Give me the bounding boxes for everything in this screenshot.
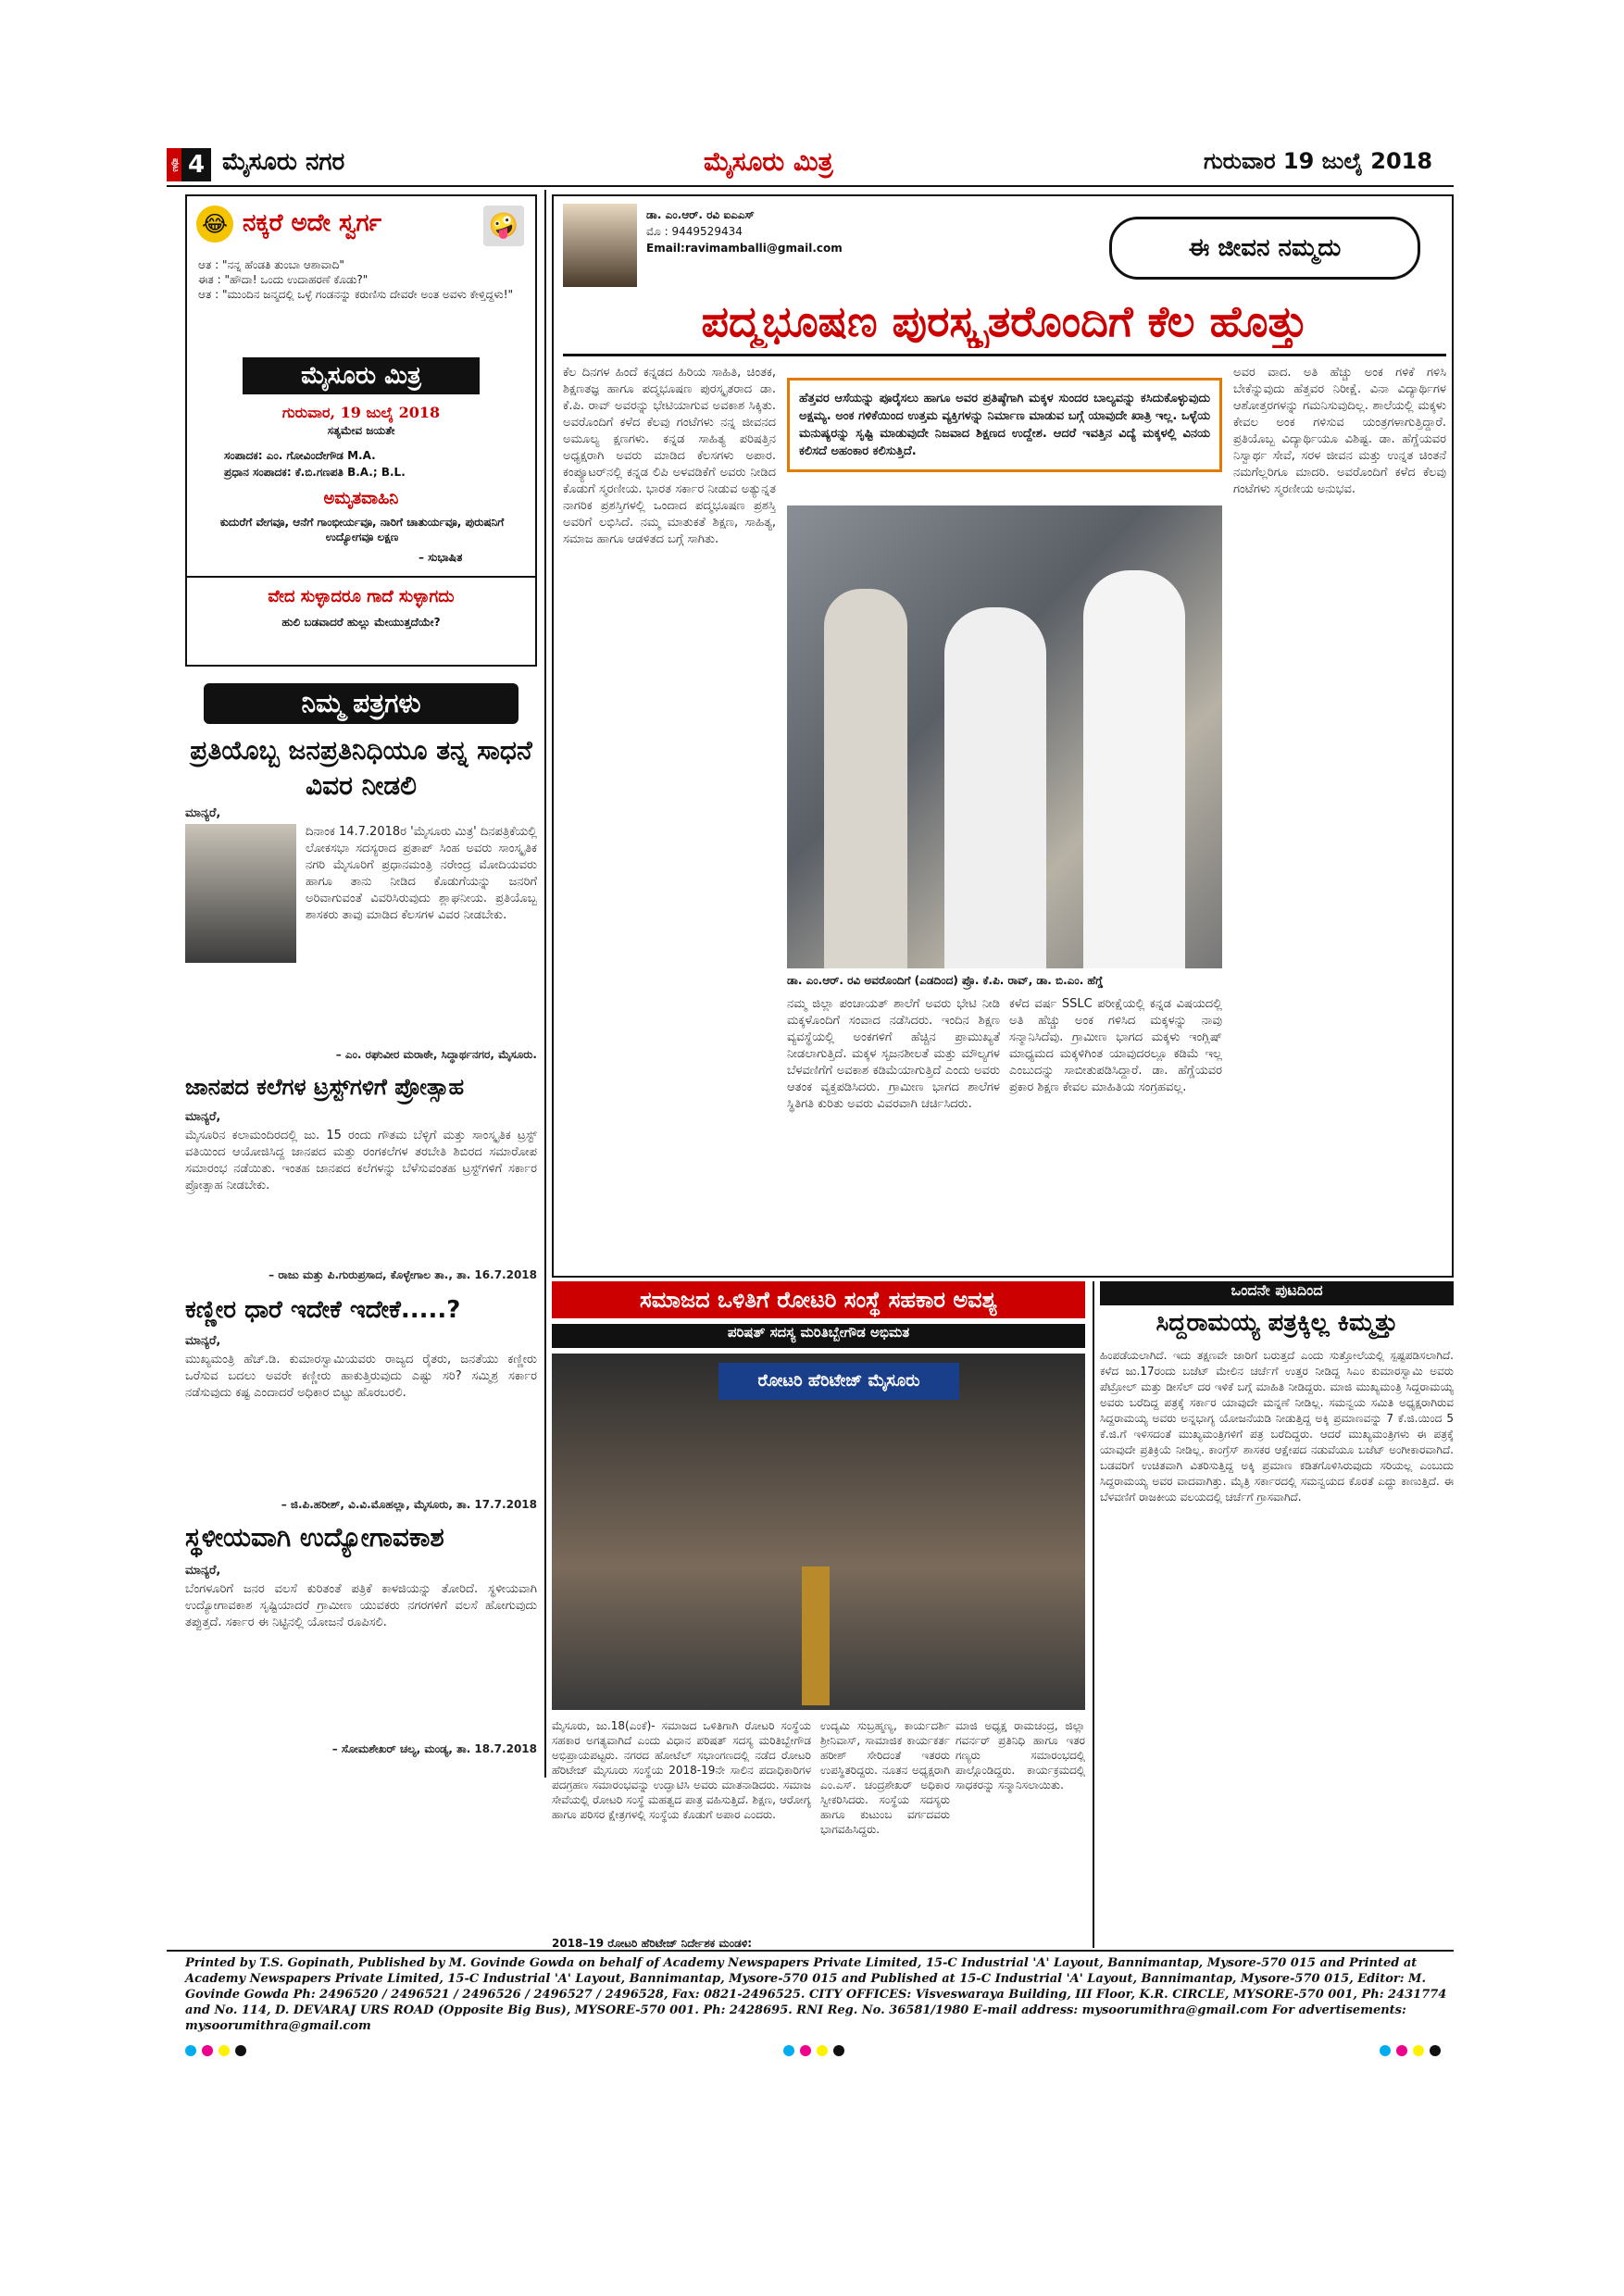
letter1-salutation: ಮಾನ್ಯರೆ, [185, 806, 221, 820]
letters-section-title: ನಿಮ್ಮ ಪತ್ರಗಳು [204, 683, 518, 724]
letter1-sign: – ಎಂ. ರಘುವೀರ ಮರಾಠೇ, ಸಿದ್ಧಾರ್ಥನಗರ, ಮೈಸೂರು. [335, 1048, 537, 1061]
issue-date: ಗುರುವಾರ 19 ಜುಲೈ 2018 [1204, 148, 1433, 174]
color-registration-center [783, 2042, 850, 2060]
letter3-body: ಮುಖ್ಯಮಂತ್ರಿ ಹೆಚ್.ಡಿ. ಕುಮಾರಸ್ವಾಮಿಯವರು ರಾಜ್ಯದ ರೈತರು, ಜನತೆಯು ಕಣ್ಣೀರು ಒರೆಸುವ ಬದಲು ಅವರೇ ಕಣ್ಣೀರು ಹಾಕುತ್ತಿರುವುದು ಎಷ್ಟು ಸರಿ? ಸಮ್ಮಿಶ್ರ ಸರ್ಕಾರ ನಡೆಸುವುದು ಕಷ್ಟ ಎಂದಾದರೆ ಅಧಿಕಾರ ಬಿಟ್ಟು ಹೊರಬರಲಿ. [185, 1353, 537, 1400]
feature-col3: ಕಳೆದ ವರ್ಷ SSLC ಪರೀಕ್ಷೆಯಲ್ಲಿ ಕನ್ನಡ ವಿಷಯದಲ್ಲಿ ಅತಿ ಹೆಚ್ಚು ಅಂಕ ಗಳಿಸಿದ ಮಕ್ಕಳನ್ನು ನಾವು ಸನ್ಮಾನಿಸಿದೆವು. ಗ್ರಾಮೀಣ ಭಾಗದ ಮಕ್ಕಳು ಇಂಗ್ಲಿಷ್ ಮಾಧ್ಯಮದ ಮಕ್ಕಳಿಗಿಂತ ಯಾವುದರಲ್ಲೂ ಕಡಿಮೆ ಇಲ್ಲ ಎಂಬುದನ್ನು ಸಾಬೀತುಪಡಿಸಿದ್ದಾರೆ. ಡಾ. ಹೆಗ್ಡೆಯವರ ಪ್ರಕಾರ ಶಿಕ್ಷಣ ಕೇವಲ ಮಾಹಿತಿಯ ಸಂಗ್ರಹವಲ್ಲ. [1009, 997, 1222, 1094]
masthead-date: ಗುರುವಾರ, 19 ಜುಲೈ 2018 [281, 404, 441, 421]
photo-caption: ಡಾ. ಎಂ.ಆರ್. ರವಿ ಅವರೊಂದಿಗೆ (ಎಡದಿಂದ) ಪ್ರೊ. ಕೆ.ಪಿ. ರಾವ್, ಡಾ. ಬಿ.ಎಂ. ಹೆಗ್ಡೆ [787, 974, 1104, 987]
humor-divider [187, 576, 535, 578]
letter1-author-photo [185, 824, 296, 963]
author-name: ಡಾ. ಎಂ.ಆರ್. ರವಿ ಐಎಎಸ್ [646, 208, 755, 221]
feature-col4: ಅವರ ವಾದ. ಅತಿ ಹೆಚ್ಚು ಅಂಕ ಗಳಿಕೆ ಗಳಿಸಿ ಬೇಕೆನ್ನುವುದು ಹೆತ್ತವರ ನಿರೀಕ್ಷೆ. ವಿನಾ ವಿದ್ಯಾರ್ಥಿಗಳ ಆಶೋತ್ತರಗಳನ್ನು ಗಮನಿಸುವುದಿಲ್ಲ. ಶಾಲೆಯಲ್ಲಿ ಮಕ್ಕಳು ಕೇವಲ ಅಂಕ ಗಳಿಸುವ ಯಂತ್ರಗಳಾಗುತ್ತಿದ್ದಾರೆ. ಪ್ರತಿಯೊಬ್ಬ ವಿದ್ಯಾರ್ಥಿಯೂ ವಿಶಿಷ್ಟ. ಡಾ. ಹೆಗ್ಡೆಯವರ ನಿಸ್ವಾರ್ಥ ಸೇವೆ, ಸರಳ ಜೀವನ ಮತ್ತು ಉನ್ನತ ಚಿಂತನೆ ನಮಗೆಲ್ಲರಿಗೂ ಮಾದರಿ. ಅವರೊಂದಿಗೆ ಕಳೆದ ಕೆಲವು ಗಂಟೆಗಳು ಸ್ಮರಣೀಯ ಅನುಭವ. [1233, 366, 1446, 496]
imprint: Printed by T.S. Gopinath, Published by M. Govinde Gowda on behalf of Academy Newspapers Private Limited, 15-C Industrial 'A' Layout, Bannimantap, Mysore-570 015 and Printed at Academy Newspapers Private Limited, 15-C Industrial 'A' Layout, Bannimantap, Mysore-570 015 and Published at 15-C Industrial 'A' Layout, Bannimantap, Mysore-570 015, Editor: M. Govinde Gowda Ph: 2496520 / 2496521 / 2496526 / 2496527 / 2496528, Fax: 0821-2496525. CITY OFFICES: Visveswaraya Building, III Floor, K.R. CIRCLE, MYSORE-570 001, Ph: 2431774 and No. 114, D. DEVARAJ URS ROAD (Opposite Big Bus), MYSORE-570 001. Ph: 2428695. RNI Reg. No. 36581/1980 E-mail address: mysoorumithra@gmail.com For advertisements: mysoorumithra@gmail.com [185, 1956, 1447, 2033]
letter3-sign: – ಜಿ.ಪಿ.ಹರೀಶ್, ವಿ.ವಿ.ಮೊಹಲ್ಲಾ, ಮೈಸೂರು, ತಾ. 17.7.2018 [281, 1498, 537, 1511]
letter3-title: ಕಣ್ಣೀರ ಧಾರೆ ಇದೇಕೆ ಇದೇಕೆ.....? [185, 1296, 461, 1324]
letter4-title: ಸ್ಥಳೀಯವಾಗಿ ಉದ್ಯೋಗಾವಕಾಶ [185, 1522, 444, 1553]
color-registration-left [185, 2042, 252, 2060]
author-photo [563, 204, 637, 287]
author-email: Email:ravimamballi@gmail.com [646, 242, 843, 255]
editor-name: ಸಂಪಾದಕ: ಎಂ. ಗೋವಿಂದೇಗೌಡ M.A. [224, 449, 376, 462]
humor-line-1: ಆತ : "ನನ್ನ ಹೆಂಡತಿ ತುಂಬಾ ಆಶಾವಾದಿ" [198, 258, 344, 271]
feature-col2: ನಮ್ಮ ಜಿಲ್ಲಾ ಪಂಚಾಯತ್ ಶಾಲೆಗೆ ಅವರು ಭೇಟಿ ನೀಡಿ ಮಕ್ಕಳೊಂದಿಗೆ ಸಂವಾದ ನಡೆಸಿದರು. ಇಂದಿನ ಶಿಕ್ಷಣ ವ್ಯವಸ್ಥೆಯಲ್ಲಿ ಅಂಕಗಳಿಗೆ ಹೆಚ್ಚಿನ ಪ್ರಾಮುಖ್ಯತೆ ನೀಡಲಾಗುತ್ತಿದೆ. ಮಕ್ಕಳ ಸೃಜನಶೀಲತೆ ಮತ್ತು ಮೌಲ್ಯಗಳ ಬೆಳವಣಿಗೆಗೆ ಅವಕಾಶ ಕಡಿಮೆಯಾಗುತ್ತಿದೆ ಎಂದು ಅವರು ಆತಂಕ ವ್ಯಕ್ತಪಡಿಸಿದರು. ಗ್ರಾಮೀಣ ಭಾಗದ ಶಾಲೆಗಳ ಸ್ಥಿತಿಗತಿ ಕುರಿತು ಅವರು ವಿವರವಾಗಿ ಚರ್ಚಿಸಿದರು. [787, 997, 1000, 1111]
person-right [1083, 570, 1185, 968]
rotary-banner: ರೋಟರಿ ಹೆರಿಟೇಜ್ ಮೈಸೂರು [718, 1363, 959, 1400]
feature-box [552, 194, 1454, 1278]
letter2-sign: – ರಾಜು ಮತ್ತು ಪಿ.ಗುರುಪ್ರಸಾದ, ಕೊಳ್ಳೇಗಾಲ ತಾ., ತಾ. 16.7.2018 [269, 1268, 537, 1281]
letter4-body: ಬೆಂಗಳೂರಿಗೆ ಜನರ ವಲಸೆ ಕುರಿತಂತೆ ಪತ್ರಿಕೆ ಕಾಳಜಿಯನ್ನು ತೋರಿದೆ. ಸ್ಥಳೀಯವಾಗಿ ಉದ್ಯೋಗಾವಕಾಶ ಸೃಷ್ಟಿಯಾದರೆ ಗ್ರಾಮೀಣ ಯುವಕರು ನಗರಗಳಿಗೆ ವಲಸೆ ಹೋಗುವುದು ತಪ್ಪುತ್ತದೆ. ಸರ್ಕಾರ ಈ ನಿಟ್ಟಿನಲ್ಲಿ ಯೋಜನೆ ರೂಪಿಸಲಿ. [185, 1582, 537, 1629]
letter4-salutation: ಮಾನ್ಯರೆ, [185, 1564, 221, 1578]
humor-lines [198, 257, 528, 302]
lamp-icon [802, 1566, 830, 1705]
cartoon-icon: 🤪 [483, 206, 524, 246]
letter2-salutation: ಮಾನ್ಯರೆ, [185, 1110, 221, 1124]
header-rule [167, 185, 1454, 187]
letter1-body: ದಿನಾಂಕ 14.7.2018ರ 'ಮೈಸೂರು ಮಿತ್ರ' ದಿನಪತ್ರಿಕೆಯಲ್ಲಿ ಲೋಕಸಭಾ ಸದಸ್ಯರಾದ ಪ್ರತಾಪ್ ಸಿಂಹ ಅವರು ಸಾಂಸ್ಕೃತಿಕ ನಗರಿ ಮೈಸೂರಿಗೆ ಪ್ರಧಾನಮಂತ್ರಿ ನರೇಂದ್ರ ಮೋದಿಯವರು ಹಾಗೂ ತಾನು ನೀಡಿದ ಕೊಡುಗೆಯನ್ನು ಜನರಿಗೆ ಅರಿವಾಗುವಂತೆ ವಿವರಿಸಿರುವುದು ಶ್ಲಾಘನೀಯ. ಪ್ರತಿಯೊಬ್ಬ ಶಾಸಕರು ತಾವು ಮಾಡಿದ ಕೆಲಸಗಳ ವಿವರ ನೀಡಬೇಕು. [306, 825, 537, 922]
masthead: ಮೈಸೂರು ಮಿತ್ರ [243, 357, 480, 394]
letter3-salutation: ಮಾನ್ಯರೆ, [185, 1334, 221, 1348]
editorial-headline: ಸಿದ್ದರಾಮಯ್ಯ ಪತ್ರಕ್ಕಿಲ್ಲ ಕಿಮ್ಮತ್ತು [1156, 1309, 1398, 1337]
humor-line-2: ಈತ : "ಹೌದಾ! ಒಂದು ಉದಾಹರಣೆ ಕೊಡು?" [198, 273, 369, 286]
letter4-sign: – ಸೋಮಶೇಖರ್ ಚಲ್ಯ, ಮಂಡ್ಯ, ತಾ. 18.7.2018 [331, 1742, 537, 1755]
letter1-title: ಪ್ರತಿಯೊಬ್ಬ ಜನಪ್ರತಿನಿಧಿಯೂ ತನ್ನ ಸಾಧನೆ ವಿವರ ನೀಡಲಿ [190, 735, 532, 801]
page-label: ಪುಟ [167, 148, 183, 181]
rotary-footnote: 2018–19 ರೋಟರಿ ಹೆರಿಟೇಜ್ ನಿರ್ದೇಶಕ ಮಂಡಳಿ: [552, 1937, 753, 1950]
editorial-body: ಹಿಂಪಡೆಯಲಾಗಿದೆ. ಇದು ತಕ್ಷಣವೇ ಜಾರಿಗೆ ಬರುತ್ತದೆ ಎಂದು ಸುತ್ತೋಲೆಯಲ್ಲಿ ಸ್ಪಷ್ಟಪಡಿಸಲಾಗಿದೆ. ಕಳೆದ ಜು.17ರಂದು ಬಜೆಟ್ ಮೇಲಿನ ಚರ್ಚೆಗೆ ಉತ್ತರ ನೀಡಿದ್ದ ಸಿಎಂ ಕುಮಾರಸ್ವಾಮಿ ಅವರು ಪೆಟ್ರೋಲ್ ಮತ್ತು ಡೀಸೆಲ್ ದರ ಇಳಿಕೆ ಬಗ್ಗೆ ಮಾಹಿತಿ ನೀಡಿದ್ದರು. ಮಾಜಿ ಮುಖ್ಯಮಂತ್ರಿ ಸಿದ್ದರಾಮಯ್ಯ ಅವರು ಬರೆದಿದ್ದ ಪತ್ರಕ್ಕೆ ಸರ್ಕಾರ ಯಾವುದೇ ಮನ್ನಣೆ ನೀಡಿಲ್ಲ. ಸಮನ್ವಯ ಸಮಿತಿ ಅಧ್ಯಕ್ಷರಾಗಿರುವ ಸಿದ್ದರಾಮಯ್ಯ ಅವರು ಅನ್ನಭಾಗ್ಯ ಯೋಜನೆಯಡಿ ನೀಡುತ್ತಿದ್ದ ಅಕ್ಕಿ ಪ್ರಮಾಣವನ್ನು 7 ಕೆ.ಜಿ.ಯಿಂದ 5 ಕೆ.ಜಿ.ಗೆ ಇಳಿಸದಂತೆ ಮುಖ್ಯಮಂತ್ರಿಗಳಿಗೆ ಪತ್ರ ಬರೆದಿದ್ದರು. ಆದರೆ ಮುಖ್ಯಮಂತ್ರಿಗಳು ಈ ಪತ್ರಕ್ಕೆ ಯಾವುದೇ ಪ್ರತಿಕ್ರಿಯೆ ನೀಡಿಲ್ಲ. ಕಾಂಗ್ರೆಸ್ ಶಾಸಕರ ಆಕ್ಷೇಪದ ನಡುವೆಯೂ ಬಜೆಟ್ ಅಂಗೀಕಾರವಾಗಿದೆ. ಬಡವರಿಗೆ ಉಚಿತವಾಗಿ ವಿತರಿಸುತ್ತಿದ್ದ ಅಕ್ಕಿ ಪ್ರಮಾಣ ಕಡಿತಗೊಳಿಸಿರುವುದು ಸರಿಯಲ್ಲ ಎಂಬುದು ಸಿದ್ದರಾಮಯ್ಯ ಅವರ ವಾದವಾಗಿತ್ತು. ಮೈತ್ರಿ ಸರ್ಕಾರದಲ್ಲಿ ಸಮನ್ವಯದ ಕೊರತೆ ಎದ್ದು ಕಾಣುತ್ತಿದೆ. ಈ ಬೆಳವಣಿಗೆ ರಾಜಕೀಯ ವಲಯದಲ್ಲಿ ಚರ್ಚೆಗೆ ಗ್ರಾಸವಾಗಿದೆ. [1100, 1349, 1454, 1504]
page-number: 4 [181, 148, 211, 181]
rotary-headline: ಸಮಾಜದ ಒಳಿತಿಗೆ ರೋಟರಿ ಸಂಸ್ಥೆ ಸಹಕಾರ ಅವಶ್ಯ [552, 1281, 1085, 1318]
column-name: ಈ ಜೀವನ ನಮ್ಮದು [1109, 217, 1420, 280]
rotary-body-3: ಮಾಜಿ ಅಧ್ಯಕ್ಷ ರಾಮಚಂದ್ರ, ಜಿಲ್ಲಾ ಗವರ್ನರ್ ಪ್ರತಿನಿಧಿ ಹಾಗೂ ಇತರ ಗಣ್ಯರು ಸಮಾರಂಭದಲ್ಲಿ ಪಾಲ್ಗೊಂಡಿದ್ದರು. ಕಾರ್ಯಕ್ರಮದಲ್ಲಿ ಸಾಧಕರನ್ನು ಸನ್ಮಾನಿಸಲಾಯಿತು. [956, 1719, 1085, 1791]
proverb-title: ವೇದ ಸುಳ್ಳಾದರೂ ಗಾದೆ ಸುಳ್ಳಾಗದು [268, 587, 455, 606]
section-title: ಮೈಸೂರು ನಗರ [222, 148, 345, 176]
humor-title: ನಕ್ಕರೆ ಅದೇ ಸ್ವರ್ಗ [243, 209, 381, 237]
quote-text: ಕುದುರೆಗೆ ವೇಗವೂ, ಆನೆಗೆ ಗಾಂಭೀರ್ಯವೂ, ನಾರಿಗೆ ಚಾತುರ್ಯವೂ, ಪುರುಷನಿಗೆ ಉದ್ಯೋಗವೂ ಲಕ್ಷಣ [219, 516, 505, 543]
left-column-rule [544, 190, 546, 1778]
author-phone: ಮೊ : 9449529434 [646, 225, 743, 238]
laugh-icon: 😂 [196, 206, 233, 243]
feature-headline: ಪದ್ಮಭೂಷಣ ಪುರಸ್ಕೃತರೊಂದಿಗೆ ಕೆಲ ಹೊತ್ತು [701, 296, 1308, 346]
feature-photo [787, 505, 1222, 968]
rotary-photo [552, 1354, 1085, 1710]
proverb-text: ಹುಲಿ ಬಡವಾದರೆ ಹುಲ್ಲು ಮೇಯುತ್ತದೆಯೇ? [281, 616, 441, 629]
person-left [824, 589, 907, 968]
letter2-body: ಮೈಸೂರಿನ ಕಲಾಮಂದಿರದಲ್ಲಿ ಜು. 15 ರಂದು ಗೌತಮ ಬೆಳ್ಳಿಗೆ ಮತ್ತು ಸಾಂಸ್ಕೃತಿಕ ಟ್ರಸ್ಟ್ ವತಿಯಿಂದ ಆಯೋಜಿಸಿದ್ದ ಜಾನಪದ ಮತ್ತು ರಂಗಕಲೆಗಳ ತರಬೇತಿ ಶಿಬಿರದ ಸಮಾರೋಪ ಸಮಾರಂಭ ನಡೆಯಿತು. ಇಂತಹ ಜಾನಪದ ಕಲೆಗಳನ್ನು ಬೆಳೆಸುವಂತಹ ಟ್ರಸ್ಟ್‌ಗಳಿಗೆ ಸರ್ಕಾರ ಪ್ರೋತ್ಸಾಹ ನೀಡಬೇಕು. [185, 1129, 537, 1192]
right-column-rule [1093, 1281, 1094, 1948]
co-editor-name: ಪ್ರಧಾನ ಸಂಪಾದಕ: ಕೆ.ಬಿ.ಗಣಪತಿ B.A.; B.L. [224, 466, 406, 479]
person-middle [944, 607, 1046, 968]
rotary-body-2: ಉದ್ಯಮಿ ಸುಬ್ರಹ್ಮಣ್ಯ, ಕಾರ್ಯದರ್ಶಿ ಶ್ರೀನಿವಾಸ್, ಸಾಮಾಜಿಕ ಕಾರ್ಯಕರ್ತ ಹರೀಶ್ ಸೇರಿದಂತೆ ಇತರರು ಉಪಸ್ಥಿತರಿದ್ದರು. ನೂತನ ಅಧ್ಯಕ್ಷರಾಗಿ ಎಂ.ಎಸ್. ಚಂದ್ರಶೇಖರ್ ಅಧಿಕಾರ ಸ್ವೀಕರಿಸಿದರು. ಸಂಸ್ಥೆಯ ಸದಸ್ಯರು ಹಾಗೂ ಕುಟುಂಬ ವರ್ಗದವರು ಭಾಗವಹಿಸಿದ್ದರು. [820, 1719, 950, 1836]
quote-title: ಅಮೃತವಾಹಿನಿ [323, 489, 399, 508]
letter2-title: ಜಾನಪದ ಕಲೆಗಳ ಟ್ರಸ್ಟ್‌ಗಳಿಗೆ ಪ್ರೋತ್ಸಾಹ [185, 1074, 465, 1100]
quote-author: – ಸುಭಾಷಿತ [418, 551, 463, 564]
paper-name: ಮೈಸೂರು ಮಿತ್ರ [704, 146, 833, 177]
pullquote: ಹೆತ್ತವರ ಆಸೆಯನ್ನು ಪೂರೈಸಲು ಹಾಗೂ ಅವರ ಪ್ರತಿಷ್ಠೆಗಾಗಿ ಮಕ್ಕಳ ಸುಂದರ ಬಾಲ್ಯವನ್ನು ಕಸಿದುಕೊಳ್ಳುವುದು ಅಕ್ಷಮ್ಯ. ಅಂಕ ಗಳಿಕೆಯಿಂದ ಉತ್ತಮ ವ್ಯಕ್ತಿಗಳನ್ನು ನಿರ್ಮಾಣ ಮಾಡುವ ಬಗ್ಗೆ ಯಾವುದೇ ಖಾತ್ರಿ ಇಲ್ಲ. ಒಳ್ಳೆಯ ಮನುಷ್ಯರನ್ನು ಸೃಷ್ಟಿ ಮಾಡುವುದೇ ನಿಜವಾದ ಶಿಕ್ಷಣದ ಉದ್ದೇಶ. ಆದರೆ ಇವತ್ತಿನ ವಿದ್ಯೆ ಮಕ್ಕಳಲ್ಲಿ ವಿನಯ ಕಲಿಸದೆ ಅಹಂಕಾರ ಕಲಿಸುತ್ತಿದೆ. [787, 378, 1222, 472]
color-registration-right [1380, 2042, 1446, 2060]
masthead-motto: ಸತ್ಯಮೇವ ಜಯತೇ [327, 424, 395, 437]
rotary-subhead: ಪರಿಷತ್ ಸದಸ್ಯ ಮರಿತಿಬ್ಬೇಗೌಡ ಅಭಿಮತ [552, 1324, 1085, 1348]
humor-box [185, 194, 537, 667]
footer-rule [167, 1950, 1454, 1952]
headline-rule [563, 354, 1446, 356]
editorial-section: ಒಂದನೇ ಪುಟದಿಂದ [1100, 1281, 1454, 1305]
rotary-body: ಮೈಸೂರು, ಜು.18(ಎಂಕೆ)- ಸಮಾಜದ ಒಳಿತಿಗಾಗಿ ರೋಟರಿ ಸಂಸ್ಥೆಯ ಸಹಕಾರ ಅಗತ್ಯವಾಗಿದೆ ಎಂದು ವಿಧಾನ ಪರಿಷತ್ ಸದಸ್ಯ ಮರಿತಿಬ್ಬೇಗೌಡ ಅಭಿಪ್ರಾಯಪಟ್ಟರು. ನಗರದ ಹೋಟೆಲ್ ಸಭಾಂಗಣದಲ್ಲಿ ನಡೆದ ರೋಟರಿ ಹೆರಿಟೇಜ್ ಮೈಸೂರು ಸಂಸ್ಥೆಯ 2018-19ನೇ ಸಾಲಿನ ಪದಾಧಿಕಾರಿಗಳ ಪದಗ್ರಹಣ ಸಮಾರಂಭವನ್ನು ಉದ್ಘಾಟಿಸಿ ಅವರು ಮಾತನಾಡಿದರು. ಸಮಾಜ ಸೇವೆಯಲ್ಲಿ ರೋಟರಿ ಸಂಸ್ಥೆ ಮಹತ್ವದ ಪಾತ್ರ ವಹಿಸುತ್ತಿದೆ. ಶಿಕ್ಷಣ, ಆರೋಗ್ಯ ಹಾಗೂ ಪರಿಸರ ಕ್ಷೇತ್ರಗಳಲ್ಲಿ ಸಂಸ್ಥೆಯ ಕೊಡುಗೆ ಅಪಾರ ಎಂದರು. [552, 1719, 811, 1821]
humor-line-3: ಆತ : "ಮುಂದಿನ ಜನ್ಮದಲ್ಲಿ ಒಳ್ಳೆ ಗಂಡನನ್ನು ಕರುಣಿಸು ದೇವರೇ ಅಂತ ಅವಳು ಕೇಳ್ತಿದ್ದಳು!" [198, 288, 514, 301]
feature-col1: ಕೆಲ ದಿನಗಳ ಹಿಂದೆ ಕನ್ನಡದ ಹಿರಿಯ ಸಾಹಿತಿ, ಚಿಂತಕ, ಶಿಕ್ಷಣತಜ್ಞ ಹಾಗೂ ಪದ್ಮಭೂಷಣ ಪುರಸ್ಕೃತರಾದ ಡಾ. ಕೆ.ಪಿ. ರಾವ್ ಅವರನ್ನು ಭೇಟಿಯಾಗುವ ಅವಕಾಶ ಸಿಕ್ಕಿತು. ಅವರೊಂದಿಗೆ ಕಳೆದ ಕೆಲವು ಗಂಟೆಗಳು ನನ್ನ ಜೀವನದ ಅಮೂಲ್ಯ ಕ್ಷಣಗಳು. ಕನ್ನಡ ಸಾಹಿತ್ಯ ಪರಿಷತ್ತಿನ ಅಧ್ಯಕ್ಷರಾಗಿ ಅವರು ಮಾಡಿದ ಕೆಲಸಗಳು ಅಪಾರ. ಕಂಪ್ಯೂಟರ್‌ನಲ್ಲಿ ಕನ್ನಡ ಲಿಪಿ ಅಳವಡಿಕೆಗೆ ಅವರು ನೀಡಿದ ಕೊಡುಗೆ ಸ್ಮರಣೀಯ. ಭಾರತ ಸರ್ಕಾರ ನೀಡುವ ಅತ್ಯುನ್ನತ ನಾಗರಿಕ ಪ್ರಶಸ್ತಿಗಳಲ್ಲಿ ಒಂದಾದ ಪದ್ಮಭೂಷಣ ಪ್ರಶಸ್ತಿ ಅವರಿಗೆ ಲಭಿಸಿದೆ. ನಮ್ಮ ಮಾತುಕತೆ ಶಿಕ್ಷಣ, ಸಾಹಿತ್ಯ, ಸಮಾಜ ಹಾಗೂ ಆಡಳಿತದ ಬಗ್ಗೆ ಸಾಗಿತು. [563, 366, 776, 546]
